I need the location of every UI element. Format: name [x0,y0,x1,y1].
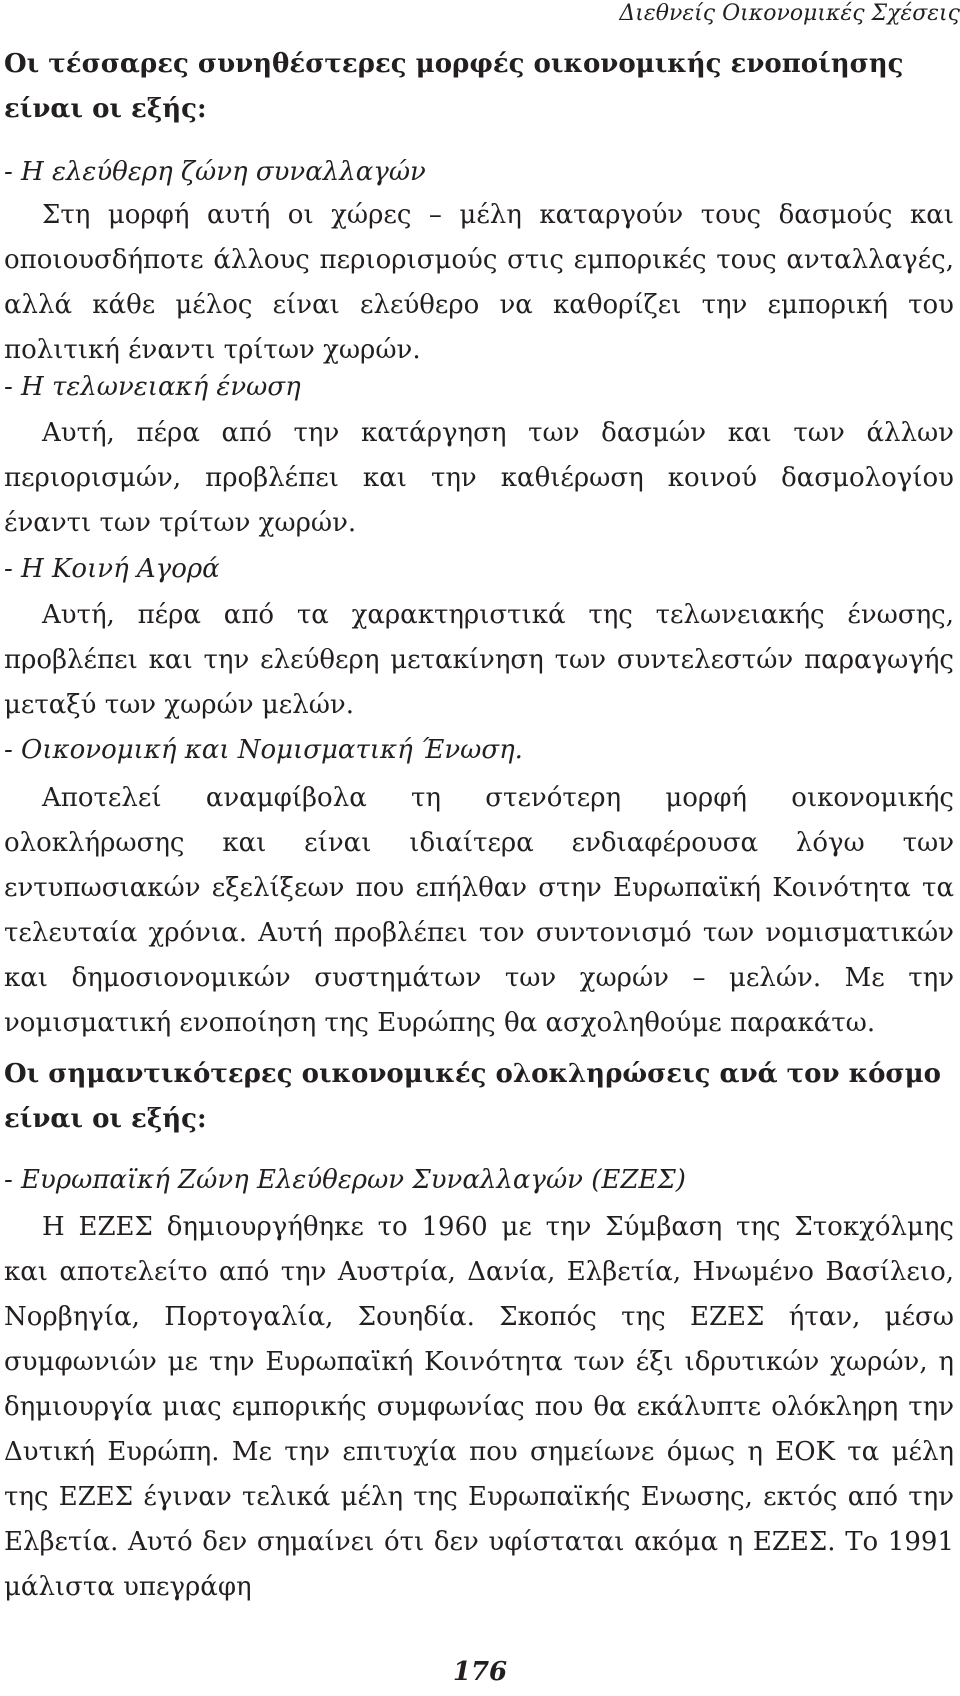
section-heading-forms: Οι τέσσαρες συνηθέστερες μορφές οικονομικής ενοποίησης είναι οι εξής: [4,49,904,124]
item-paragraph-free-trade-zone [4,193,954,373]
item-paragraph-common-market [4,593,954,728]
item-text-free-trade-zone: Στη μορφή αυτή οι χώρες – μέλη καταργούν τους δασμούς και οποιουσδήποτε άλλους περιορισμούς στις εμπορικές τους ανταλλαγές, αλλά κάθε μέλος είναι ελεύθερο να καθορίζει την εμπορική του πολιτική έναντι τρίτων χωρών. [4,200,954,365]
item-title-economic-monetary-union: - Οικονομική και Νομισματική Ένωση. [4,735,523,765]
section-heading-integrations: Οι σημαντικότερες οικονομικές ολοκληρώσεις ανά τον κόσμο είναι οι εξής: [4,1059,941,1134]
item-paragraph-efta [4,1205,954,1610]
item-title-customs-union: - Η τελωνειακή ένωση [4,372,301,402]
item-title-common-market: - Η Κοινή Αγορά [4,554,220,584]
item-paragraph-customs-union [4,411,954,546]
page-number: 176 [452,1657,508,1687]
item-text-economic-monetary-union: Αποτελεί αναμφίβολα τη στενότερη μορφή οικονομικής ολοκλήρωσης και είναι ιδιαίτερα ενδιαφέρουσα λόγω των εντυπωσιακών εξελίξεων που επήλθαν στην Ευρωπαϊκή Κοινότητα τα τελευταία χρόνια. Αυτή προβλέπει τον συντονισμό των νομισματικών και δημοσιονομικών συστημάτων των χωρών – μελών. Με την νομισματική ενοποίηση της Ευρώπης θα ασχοληθούμε παρακάτω. [4,783,954,1038]
item-text-efta: Η ΕΖΕΣ δημιουργήθηκε το 1960 με την Σύμβαση της Στοκχόλμης και αποτελείτο από την Αυστρία, Δανία, Ελβετία, Ηνωμένο Βασίλειο, Νορβηγία, Πορτογαλία, Σουηδία. Σκοπός της ΕΖΕΣ ήταν, μέσω συμφωνιών με την Ευρωπαϊκή Κοινότητα των έξι ιδρυτικών χωρών, η δημιουργία μιας εμπορικής συμφωνίας που θα εκάλυπτε ολόκληρη την Δυτική Ευρώπη. Με την επιτυχία που σημείωνε όμως η ΕΟΚ τα μέλη της ΕΖΕΣ έγιναν τελικά μέλη της Ευρωπαϊκής Ενωσης, εκτός από την Ελβετία. Αυτό δεν σημαίνει ότι δεν υφίσταται ακόμα η ΕΖΕΣ. Το 1991 μάλιστα υπεγράφη [4,1212,954,1602]
item-text-common-market: Αυτή, πέρα από τα χαρακτηριστικά της τελωνειακής ένωσης, προβλέπει και την ελεύθερη μετακίνηση των συντελεστών παραγωγής μεταξύ των χωρών μελών. [4,600,954,720]
running-header: Διεθνείς Οικονομικές Σχέσεις [619,1,960,26]
item-title-free-trade-zone: - Η ελεύθερη ζώνη συναλλαγών [4,157,426,187]
item-text-customs-union: Αυτή, πέρα από την κατάργηση των δασμών και των άλλων περιορισμών, προβλέπει και την καθιέρωση κοινού δασμολογίου έναντι των τρίτων χωρών. [4,418,954,538]
item-title-efta: - Ευρωπαϊκή Ζώνη Ελεύθερων Συναλλαγών (ΕΖΕΣ) [4,1165,686,1195]
item-paragraph-economic-monetary-union [4,776,954,1046]
